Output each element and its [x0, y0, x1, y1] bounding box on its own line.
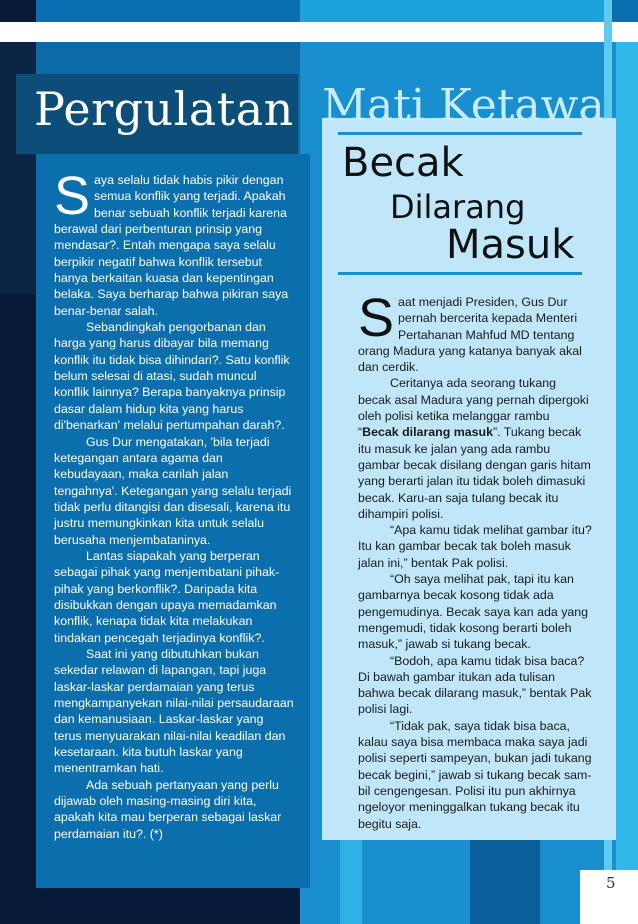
right-paragraph-1	[358, 288, 592, 375]
left-paragraph-4: Lantas siapakah yang berperan sebagai pihak yang menjembatani pihak-pihak yang berkonflik?. Daripada kita disibukkan dengan upaya memadamkan konflik, kenapa tidak kita melakukan tindakan pencegah terjadinya konflik?.	[54, 548, 280, 645]
headline-line-3: Masuk	[446, 222, 575, 268]
headline-line-1: Becak	[342, 140, 464, 186]
right-paragraph-5: “Bodoh, apa kamu tidak bisa baca? Di bawah gambar itukan ada tulisan bahwa becak dilarang masuk,” bentak Pak polisi lagi.	[358, 653, 592, 717]
headline-rule-top	[338, 132, 582, 135]
right-paragraph-2-start: Ceritanya ada seorang tukang becak asal Madura yang pernah dipergoki oleh polisi ketika melanggar rambu “	[358, 376, 589, 440]
right-paragraph-1-text: aat menjadi Presiden, Gus Dur pernah bercerita kepada Menteri Pertahanan Mahfud MD tentang orang Madura yang katanya banyak akal dan cerdik.	[358, 295, 582, 375]
right-edge-column	[616, 42, 638, 872]
right-paragraph-2-bold: Becak dilarang masuk	[362, 425, 493, 440]
page-number: 5	[606, 874, 616, 892]
right-paragraph-3: “Apa kamu tidak melihat gambar itu? Itu kan gambar becak tak boleh masuk jalan ini,” bentak Pak polisi.	[358, 523, 592, 570]
left-paragraph-1-text: aya selalu tidak habis pikir dengan semua konflik yang terjadi. Apakah benar sebuah konflik terjadi karena berawal dari perbenturan prinsip yang mendasar?. Entah mengapa saya selalu berpikir negatif bahwa konflik tersebut hanya berkaitan kuasa dan kepentingan belaka. Saya berharap bahwa pikiran saya benar-benar salah.	[54, 173, 289, 318]
right-paragraph-4: “Oh saya melihat pak, tapi itu kan gambarnya becak kosong tidak ada pengemudinya. Becak saya kan ada yang mengemudi, tidak kosong berarti boleh masuk,” jawab si tukang becak.	[358, 572, 589, 652]
left-bottom-navy	[0, 888, 300, 924]
left-article-title: Pergulatan	[34, 82, 294, 136]
right-article-body	[358, 288, 592, 832]
left-article-body	[54, 166, 294, 842]
top-band-dark	[0, 0, 36, 22]
right-paragraph-6: “Tidak pak, saya tidak bisa baca, kalau saya bisa membaca maka saya jadi polisi seperti sampeyan, bukan jadi tukang becak begini,” jawab si tukang becak sam-bil cengengesan. Polisi itu pun akhirnya ngeloyor meninggalkan tukang becak itu begitu saja.	[358, 718, 592, 831]
right-paragraph-2	[358, 375, 592, 522]
top-band-light	[300, 0, 610, 22]
left-dropcap: S	[54, 166, 91, 226]
white-strip	[0, 22, 638, 42]
left-paragraph-3: Gus Dur mengatakan, 'bila terjadi ketegangan antara agama dan kebudayaan, maka carilah jalan tengahnya'. Ketegangan yang selalu terjadi tidak perlu ditangisi dan disesali, karena itu justru memungkinkan kita untuk selalu berusaha menjembataninya.	[54, 434, 292, 547]
left-paragraph-6: Ada sebuah pertanyaan yang perlu dijawab oleh masing-masing diri kita, apakah kita mau berperan sebagai laskar perdamaian itu?. (*)	[54, 777, 282, 841]
left-paragraph-5: Saat ini yang dibutuhkan bukan sekedar relawan di lapangan, tapi juga laskar-laskar perdamaian yang terus mengkampanyekan nilai-nilai persaudaraan dan kemanusiaan. Laskar-laskar yang terus menyuarakan nilai-nilai keadilan dan kesetaraan. kita butuh laskar yang menentramkan hati.	[54, 646, 294, 776]
right-dropcap: S	[358, 288, 395, 348]
section-title: Mati Ketawa	[322, 80, 605, 131]
left-paragraph-2: Sebandingkah pengorbanan dan harga yang harus dibayar bila memang konflik itu tidak bisa dihindari?. Satu konflik belum selesai di atasi, sudah muncul konflik lainnya? Berapa banyaknya prinsip dasar dalam hidup kita yang harus di'benarkan' melalui pertumpahan darah?.	[54, 320, 290, 433]
bottom-stripe-dark	[470, 840, 540, 924]
left-paragraph-1	[54, 166, 294, 319]
headline-rule-bottom	[338, 272, 582, 275]
headline-line-2: Dilarang	[390, 188, 526, 226]
right-paragraph-2-end: ”. Tukang becak itu masuk ke jalan yang ada rambu gambar becak disilang dengan garis hitam yang berarti jalan itu tidak boleh dimasuki becak. Karu-an saja tulang becak itu dihampiri polisi.	[358, 425, 591, 521]
bottom-stripe-light	[340, 840, 362, 924]
